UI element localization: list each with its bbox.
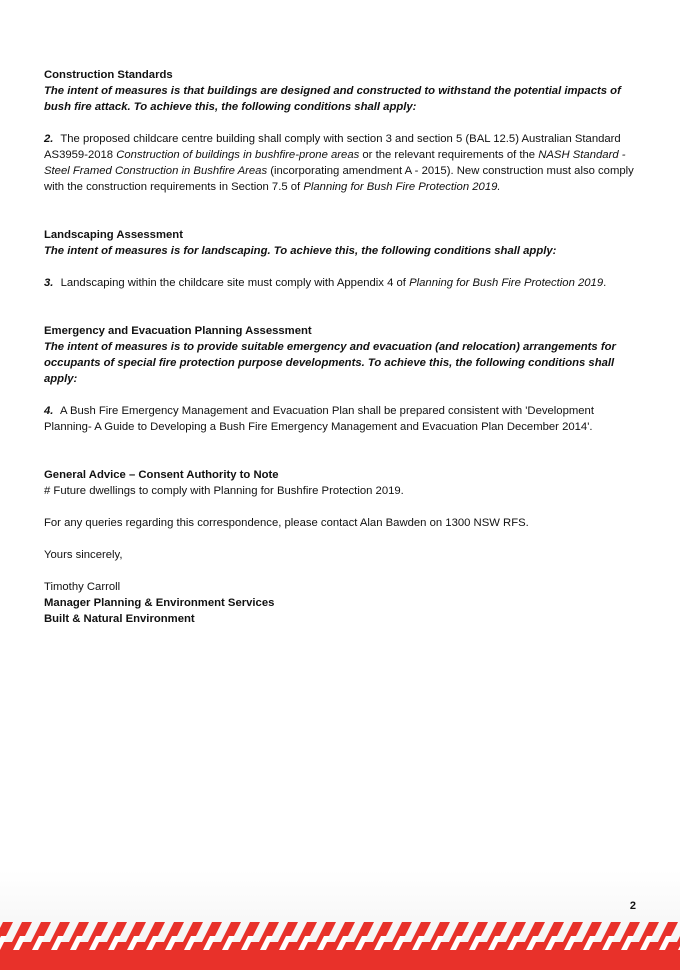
condition-4	[44, 403, 636, 435]
condition-2	[44, 131, 636, 195]
condition-text: .	[603, 277, 607, 289]
emergency-heading: Emergency and Evacuation Planning Assessment	[44, 325, 312, 337]
signatory-department: Built & Natural Environment	[44, 613, 195, 625]
condition-3	[44, 275, 636, 291]
condition-text-italic: Planning for Bush Fire Protection 2019.	[303, 181, 501, 193]
condition-text-italic: Planning for Bush Fire Protection 2019	[409, 277, 604, 289]
advice-heading: General Advice – Consent Authority to Note	[44, 469, 279, 481]
condition-text: The proposed childcare centre building shall comply with section 3 and section 5 (BAL 12.5) Australian Standard AS3959-2018	[44, 133, 621, 161]
condition-number: 3.	[44, 277, 54, 289]
signatory-title: Manager Planning & Environment Services	[44, 597, 275, 609]
landscaping-intent: The intent of measures is for landscaping. To achieve this, the following conditions shall apply:	[44, 245, 557, 257]
construction-intent: The intent of measures is that buildings are designed and constructed to withstand the potential impacts of bush fire attack. To achieve this, the following conditions shall apply:	[44, 85, 621, 113]
page-number: 2	[629, 900, 636, 912]
advice-line: # Future dwellings to comply with Planning for Bushfire Protection 2019.	[44, 485, 404, 497]
letter-body	[44, 67, 636, 627]
condition-text: A Bush Fire Emergency Management and Evacuation Plan shall be prepared consistent with 'Development Planning- A Guide to Developing a Bush Fire Emergency Management and Evacuation Plan December 2014'.	[44, 405, 594, 433]
condition-text: or the relevant requirements of the	[359, 149, 539, 161]
condition-text: (incorporating amendment A - 2015). New construction must also comply with the construction requirements in Section 7.5 of	[44, 165, 634, 193]
condition-number: 2.	[44, 133, 54, 145]
queries-text: For any queries regarding this correspondence, please contact Alan Bawden on 1300 NSW RFS.	[44, 517, 529, 529]
footer-stripe-band	[0, 916, 680, 970]
signatory-name: Timothy Carroll	[44, 581, 121, 593]
condition-number: 4.	[44, 405, 54, 417]
salutation: Yours sincerely,	[44, 549, 123, 561]
construction-heading: Construction Standards	[44, 69, 173, 81]
condition-text: Landscaping within the childcare site must comply with Appendix 4 of	[60, 277, 410, 289]
landscaping-heading: Landscaping Assessment	[44, 229, 183, 241]
emergency-intent: The intent of measures is to provide suitable emergency and evacuation (and relocation) arrangements for occupants of special fire protection purpose developments. To achieve this, the following conditions shall apply:	[44, 341, 616, 385]
stripe-pattern	[0, 922, 680, 970]
condition-text-italic: Construction of buildings in bushfire-prone areas	[116, 149, 360, 161]
condition-text-italic: NASH Standard - Steel Framed Construction in Bushfire Areas	[44, 149, 626, 177]
